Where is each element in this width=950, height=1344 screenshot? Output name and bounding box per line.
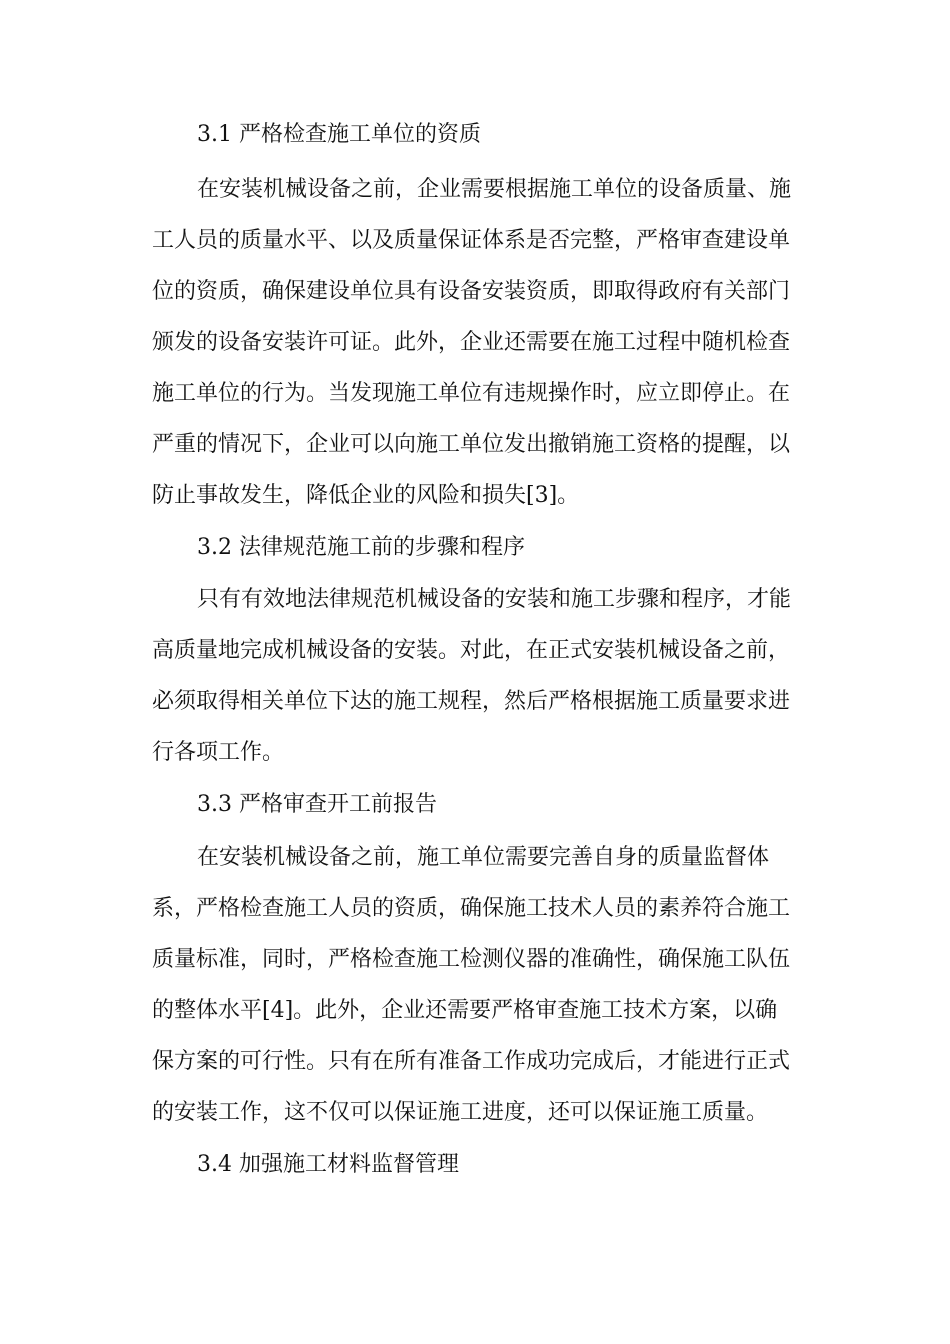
paragraph-line: 保方案的可行性。只有在所有准备工作成功完成后，才能进行正式 (152, 1049, 791, 1074)
paragraph-line: 位的资质，确保建设单位具有设备安装资质，即取得政府有关部门 (152, 279, 791, 304)
paragraph-line: 质量标准，同时，严格检查施工检测仪器的准确性，确保施工队伍 (152, 947, 791, 972)
paragraph-line: 工人员的质量水平、以及质量保证体系是否完整，严格审查建设单 (152, 228, 791, 253)
paragraph-line: 必须取得相关单位下达的施工规程，然后严格根据施工质量要求进 (152, 689, 791, 714)
paragraph-line: 在安装机械设备之前，施工单位需要完善自身的质量监督体 (197, 845, 770, 870)
paragraph-line: 在安装机械设备之前，企业需要根据施工单位的设备质量、施 (197, 177, 792, 202)
paragraph-line: 的安装工作，这不仅可以保证施工进度，还可以保证施工质量。 (152, 1100, 769, 1125)
section-heading-3-1: 3.1 严格检查施工单位的资质 (197, 122, 481, 147)
paragraph-line: 防止事故发生，降低企业的风险和损失[3]。 (152, 483, 580, 508)
paragraph-line: 颁发的设备安装许可证。此外，企业还需要在施工过程中随机检查 (152, 330, 791, 355)
paragraph-line: 施工单位的行为。当发现施工单位有违规操作时，应立即停止。在 (152, 381, 791, 406)
section-heading-3-2: 3.2 法律规范施工前的步骤和程序 (197, 535, 525, 560)
paragraph-line: 只有有效地法律规范机械设备的安装和施工步骤和程序，才能 (197, 587, 792, 612)
paragraph-line: 严重的情况下，企业可以向施工单位发出撤销施工资格的提醒，以 (152, 432, 791, 457)
section-heading-3-4: 3.4 加强施工材料监督管理 (197, 1152, 459, 1177)
section-heading-3-3: 3.3 严格审查开工前报告 (197, 792, 437, 817)
paragraph-line: 系，严格检查施工人员的资质，确保施工技术人员的素养符合施工 (152, 896, 791, 921)
paragraph-line: 行各项工作。 (152, 740, 285, 765)
paragraph-line: 的整体水平[4]。此外，企业还需要严格审查施工技术方案，以确 (152, 998, 778, 1023)
paragraph-line: 高质量地完成机械设备的安装。对此，在正式安装机械设备之前， (152, 638, 791, 663)
